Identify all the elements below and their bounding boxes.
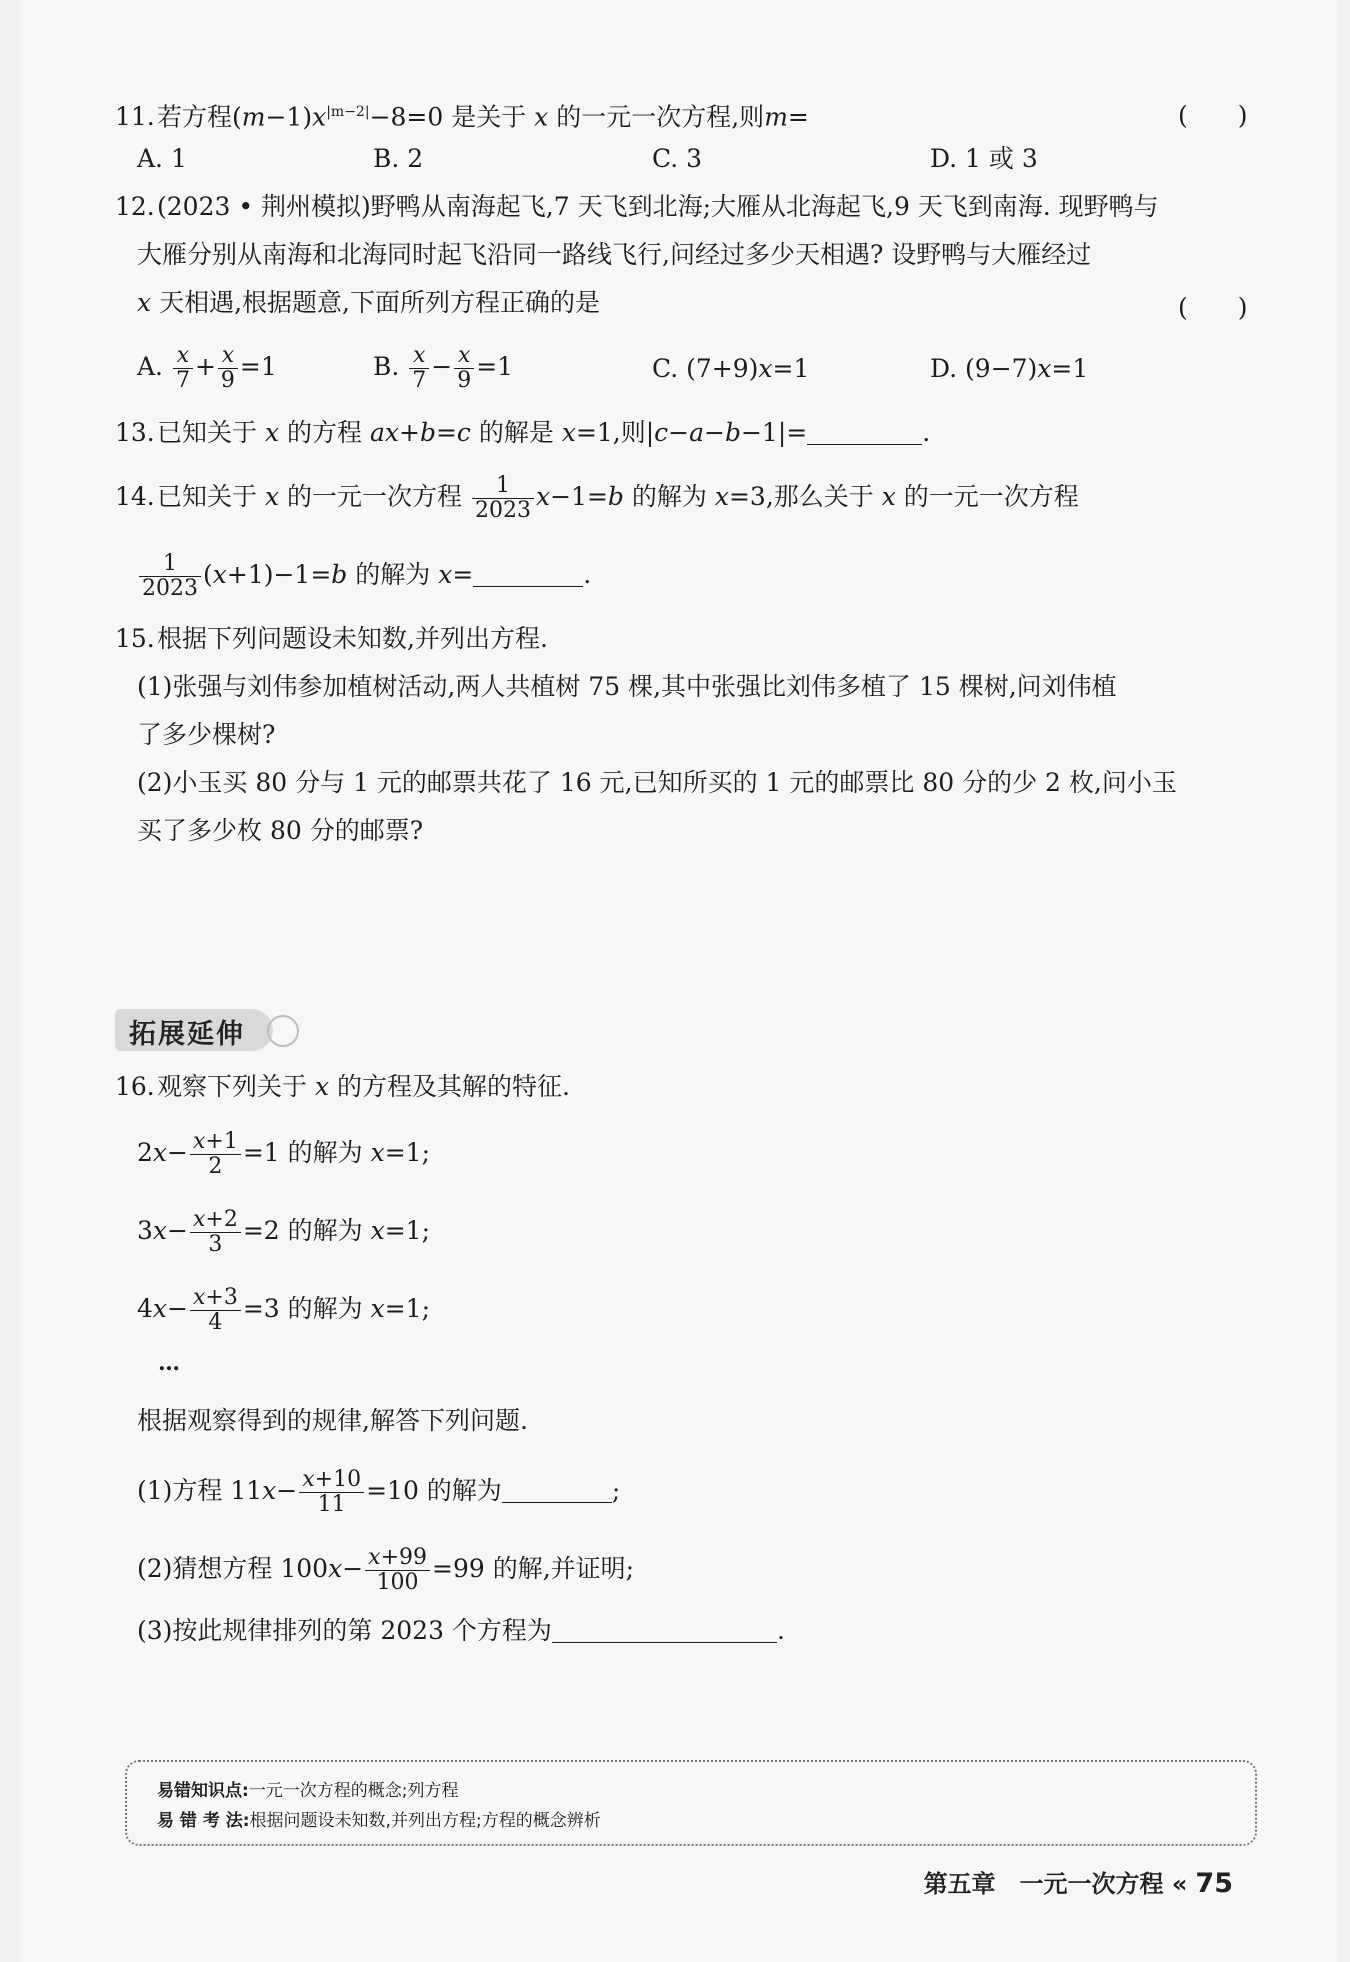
text: =1 bbox=[772, 354, 810, 383]
text: 天相遇,根据题意,下面所列方程正确的是 bbox=[159, 288, 600, 317]
question-number: 13. bbox=[115, 418, 155, 447]
numerator: +99 bbox=[380, 1545, 427, 1570]
text: − bbox=[276, 1476, 298, 1505]
text: 3 bbox=[137, 1216, 153, 1245]
numerator: 1 bbox=[472, 474, 534, 499]
sub-question-2 bbox=[137, 1546, 634, 1595]
text: 根据下列问题设未知数,并列出方程. bbox=[157, 624, 548, 653]
fraction bbox=[409, 344, 429, 393]
text: 的一元一次方程 bbox=[287, 482, 463, 511]
page-footer bbox=[924, 1864, 1233, 1899]
text: =3,那么关于 bbox=[728, 482, 874, 511]
text: − bbox=[167, 1294, 188, 1323]
note-line-2 bbox=[157, 1806, 601, 1831]
fraction bbox=[190, 1208, 241, 1257]
expression: c−a−b bbox=[654, 418, 741, 447]
example-equation-2 bbox=[137, 1208, 430, 1257]
var-x: x bbox=[302, 1467, 315, 1492]
question-number: 15. bbox=[115, 624, 155, 653]
fraction bbox=[454, 344, 474, 393]
text: − bbox=[431, 352, 453, 381]
var-x: x bbox=[881, 482, 896, 511]
text: − bbox=[167, 1138, 188, 1167]
fraction bbox=[365, 1546, 430, 1595]
question-number: 11. bbox=[115, 102, 155, 132]
text: −1) bbox=[265, 102, 313, 132]
var-x: x bbox=[192, 1129, 206, 1154]
denominator: 7 bbox=[175, 368, 190, 393]
denominator: 2023 bbox=[475, 498, 531, 523]
text: − bbox=[342, 1554, 364, 1583]
text: −8=0 是关于 bbox=[369, 102, 527, 132]
numerator: +10 bbox=[314, 1467, 362, 1492]
text: 已知关于 bbox=[157, 482, 258, 511]
text: 的解为 bbox=[287, 1138, 363, 1167]
text: −1|= bbox=[740, 418, 808, 447]
text: 观察下列关于 bbox=[157, 1072, 308, 1101]
option-d: D. 1 或 3 bbox=[930, 144, 1038, 173]
text: . bbox=[922, 418, 931, 447]
text: =1; bbox=[384, 1294, 430, 1323]
text: (2)小玉买 80 分与 1 元的邮票共花了 16 元,已知所买的 1 元的邮票比 80 分的少 2 枚,问小玉 bbox=[137, 768, 1177, 797]
numerator: +1 bbox=[205, 1129, 238, 1154]
text: ( bbox=[203, 560, 213, 589]
numerator: +2 bbox=[205, 1207, 238, 1232]
text: − bbox=[167, 1216, 188, 1245]
text: (1)方程 11 bbox=[137, 1476, 263, 1505]
denominator: 11 bbox=[317, 1492, 346, 1517]
fraction bbox=[139, 552, 201, 601]
label: B. bbox=[373, 352, 400, 381]
var-m: m bbox=[764, 102, 788, 132]
question-15 bbox=[115, 622, 548, 656]
text: +1)−1= bbox=[226, 560, 332, 589]
text: =3 bbox=[242, 1294, 280, 1323]
text: 的方程及其解的特征. bbox=[337, 1072, 570, 1101]
section-header bbox=[115, 1005, 305, 1055]
option-a: A. 1 bbox=[137, 144, 187, 173]
question-12 bbox=[115, 190, 1159, 224]
fraction bbox=[190, 1286, 241, 1335]
page bbox=[20, 0, 1338, 1962]
var-x: x bbox=[328, 1554, 343, 1583]
answer-blank[interactable] bbox=[552, 1616, 777, 1643]
note-key: 易错知识点: bbox=[157, 1781, 249, 1801]
chapter-title: 第五章 一元一次方程 « bbox=[923, 1870, 1188, 1898]
var-x: x bbox=[152, 1138, 168, 1167]
question-number: 16. bbox=[115, 1072, 155, 1101]
text: D. (9−7) bbox=[930, 354, 1038, 383]
text: =2 bbox=[242, 1216, 280, 1245]
text: C. (7+9) bbox=[652, 354, 759, 383]
text: (2023 • 荆州模拟)野鸭从南海起飞,7 天飞到北海;大雁从北海起飞,9 天飞到南海. 现野鸭与 bbox=[157, 192, 1159, 221]
text: ; bbox=[611, 1476, 621, 1505]
text: =1 bbox=[1051, 354, 1089, 383]
var-x: x bbox=[534, 102, 549, 132]
var-x: x bbox=[264, 482, 280, 511]
var-b: b bbox=[607, 482, 624, 511]
option-d bbox=[930, 352, 1088, 386]
text: 根据观察得到的规律,解答下列问题. bbox=[137, 1406, 528, 1435]
question-number: 12. bbox=[115, 192, 155, 221]
numerator: +3 bbox=[205, 1285, 238, 1310]
question-14-line-2 bbox=[137, 552, 591, 601]
text: =99 的解,并证明; bbox=[432, 1554, 635, 1583]
text: −1= bbox=[550, 482, 608, 511]
answer-blank[interactable] bbox=[807, 418, 922, 445]
text: =1 bbox=[242, 1138, 280, 1167]
text: =1; bbox=[384, 1138, 430, 1167]
ellipsis: … bbox=[158, 1350, 182, 1376]
text: =10 的解为 bbox=[366, 1476, 502, 1505]
answer-blank[interactable] bbox=[502, 1476, 612, 1503]
text-line bbox=[137, 286, 600, 320]
note-line-1 bbox=[157, 1776, 459, 1801]
var-x: x bbox=[137, 288, 152, 317]
var-x: x bbox=[192, 1285, 206, 1310]
answer-blank[interactable] bbox=[473, 560, 583, 587]
var-x: x bbox=[264, 418, 280, 447]
var-x: x bbox=[370, 1216, 385, 1245]
denominator: 100 bbox=[376, 1570, 419, 1595]
text: (1)张强与刘伟参加植树活动,两人共植树 75 棵,其中张强比刘伟多植了 15 棵树,问刘伟植 bbox=[137, 672, 1117, 701]
text: 的解为 bbox=[287, 1216, 363, 1245]
var-x: x bbox=[438, 560, 453, 589]
example-equation-1 bbox=[137, 1130, 430, 1179]
example-equation-3 bbox=[137, 1286, 430, 1335]
text: 的方程 bbox=[287, 418, 363, 447]
var-x: x bbox=[212, 560, 227, 589]
var-x: x bbox=[192, 1207, 206, 1232]
lightbulb-icon bbox=[267, 1015, 299, 1047]
var-x: x bbox=[458, 343, 471, 368]
var-b: b bbox=[331, 560, 348, 589]
question-number: 14. bbox=[115, 482, 155, 511]
text: = bbox=[452, 560, 474, 589]
note-value: 一元一次方程的概念;列方程 bbox=[248, 1781, 459, 1801]
question-13 bbox=[115, 416, 930, 450]
var-x: x bbox=[262, 1476, 277, 1505]
fraction bbox=[299, 1468, 364, 1517]
question-14 bbox=[115, 474, 1079, 523]
option-b: B. 2 bbox=[373, 144, 424, 173]
expression: ax+b=c bbox=[370, 418, 471, 447]
sub-question-3 bbox=[137, 1614, 785, 1648]
option-b bbox=[373, 344, 513, 393]
option-a bbox=[137, 344, 277, 393]
denominator: 9 bbox=[457, 368, 472, 393]
text: 若方程( bbox=[157, 102, 242, 132]
question-11 bbox=[115, 95, 809, 134]
option-c: C. 3 bbox=[652, 144, 703, 173]
note-key: 易 错 考 法: bbox=[157, 1811, 250, 1831]
fraction bbox=[472, 474, 534, 523]
var-x: x bbox=[314, 1072, 330, 1101]
sub-question-1 bbox=[137, 1468, 620, 1517]
text: 2 bbox=[137, 1138, 153, 1167]
var-x: x bbox=[312, 102, 327, 132]
text: =1 bbox=[476, 352, 514, 381]
denominator: 4 bbox=[208, 1310, 223, 1335]
fraction bbox=[218, 344, 238, 393]
text: =1 bbox=[239, 352, 277, 381]
var-x: x bbox=[714, 482, 729, 511]
denominator: 3 bbox=[208, 1232, 223, 1257]
section-title: 拓展延伸 bbox=[129, 1019, 245, 1050]
text: 的一元一次方程,则 bbox=[556, 102, 765, 132]
text: 的解为 bbox=[355, 560, 431, 589]
text: =1; bbox=[384, 1216, 430, 1245]
denominator: 2 bbox=[208, 1154, 223, 1179]
text: 大雁分别从南海和北海同时起飞沿同一路线飞行,问经过多少天相遇? 设野鸭与大雁经过 bbox=[137, 240, 1092, 269]
text: + bbox=[194, 352, 216, 381]
var-x: x bbox=[368, 1545, 381, 1570]
var-x: x bbox=[370, 1138, 385, 1167]
var-x: x bbox=[561, 418, 576, 447]
fraction bbox=[173, 344, 193, 393]
text: 的解为 bbox=[631, 482, 707, 511]
text: 4 bbox=[137, 1294, 153, 1323]
label: A. bbox=[137, 352, 164, 381]
fraction bbox=[190, 1130, 241, 1179]
question-16 bbox=[115, 1070, 570, 1104]
var-x: x bbox=[152, 1216, 168, 1245]
var-x: x bbox=[413, 343, 426, 368]
denominator: 7 bbox=[412, 368, 427, 393]
var-x: x bbox=[1037, 354, 1052, 383]
text: =1,则| bbox=[575, 418, 655, 447]
var-m: m bbox=[241, 102, 266, 132]
answer-paren: ( ) bbox=[1178, 101, 1248, 130]
text: . bbox=[583, 560, 592, 589]
text: (3)按此规律排列的第 2023 个方程为 bbox=[137, 1616, 552, 1645]
error-note-box bbox=[125, 1760, 1257, 1846]
page-number: 75 bbox=[1195, 1868, 1233, 1899]
text: 的解为 bbox=[287, 1294, 363, 1323]
var-x: x bbox=[536, 482, 551, 511]
var-x: x bbox=[152, 1294, 168, 1323]
text: = bbox=[787, 102, 809, 132]
text: 了多少棵树? bbox=[137, 720, 276, 749]
text: 的解是 bbox=[478, 418, 554, 447]
option-c bbox=[652, 352, 809, 386]
numerator: 1 bbox=[139, 552, 201, 577]
text: 的一元一次方程 bbox=[903, 482, 1079, 511]
text: . bbox=[776, 1616, 785, 1645]
var-x: x bbox=[176, 343, 190, 368]
answer-paren: ( ) bbox=[1178, 293, 1248, 322]
text: 买了多少枚 80 分的邮票? bbox=[137, 816, 424, 845]
denominator: 9 bbox=[220, 368, 235, 393]
var-x: x bbox=[221, 343, 235, 368]
text: 已知关于 bbox=[157, 418, 258, 447]
var-x: x bbox=[370, 1294, 385, 1323]
exponent: |m−2| bbox=[326, 104, 370, 120]
text: (2)猜想方程 100 bbox=[137, 1554, 329, 1583]
note-value: 根据问题设未知数,并列出方程;方程的概念辨析 bbox=[249, 1811, 601, 1831]
denominator: 2023 bbox=[142, 576, 198, 601]
var-x: x bbox=[758, 354, 773, 383]
